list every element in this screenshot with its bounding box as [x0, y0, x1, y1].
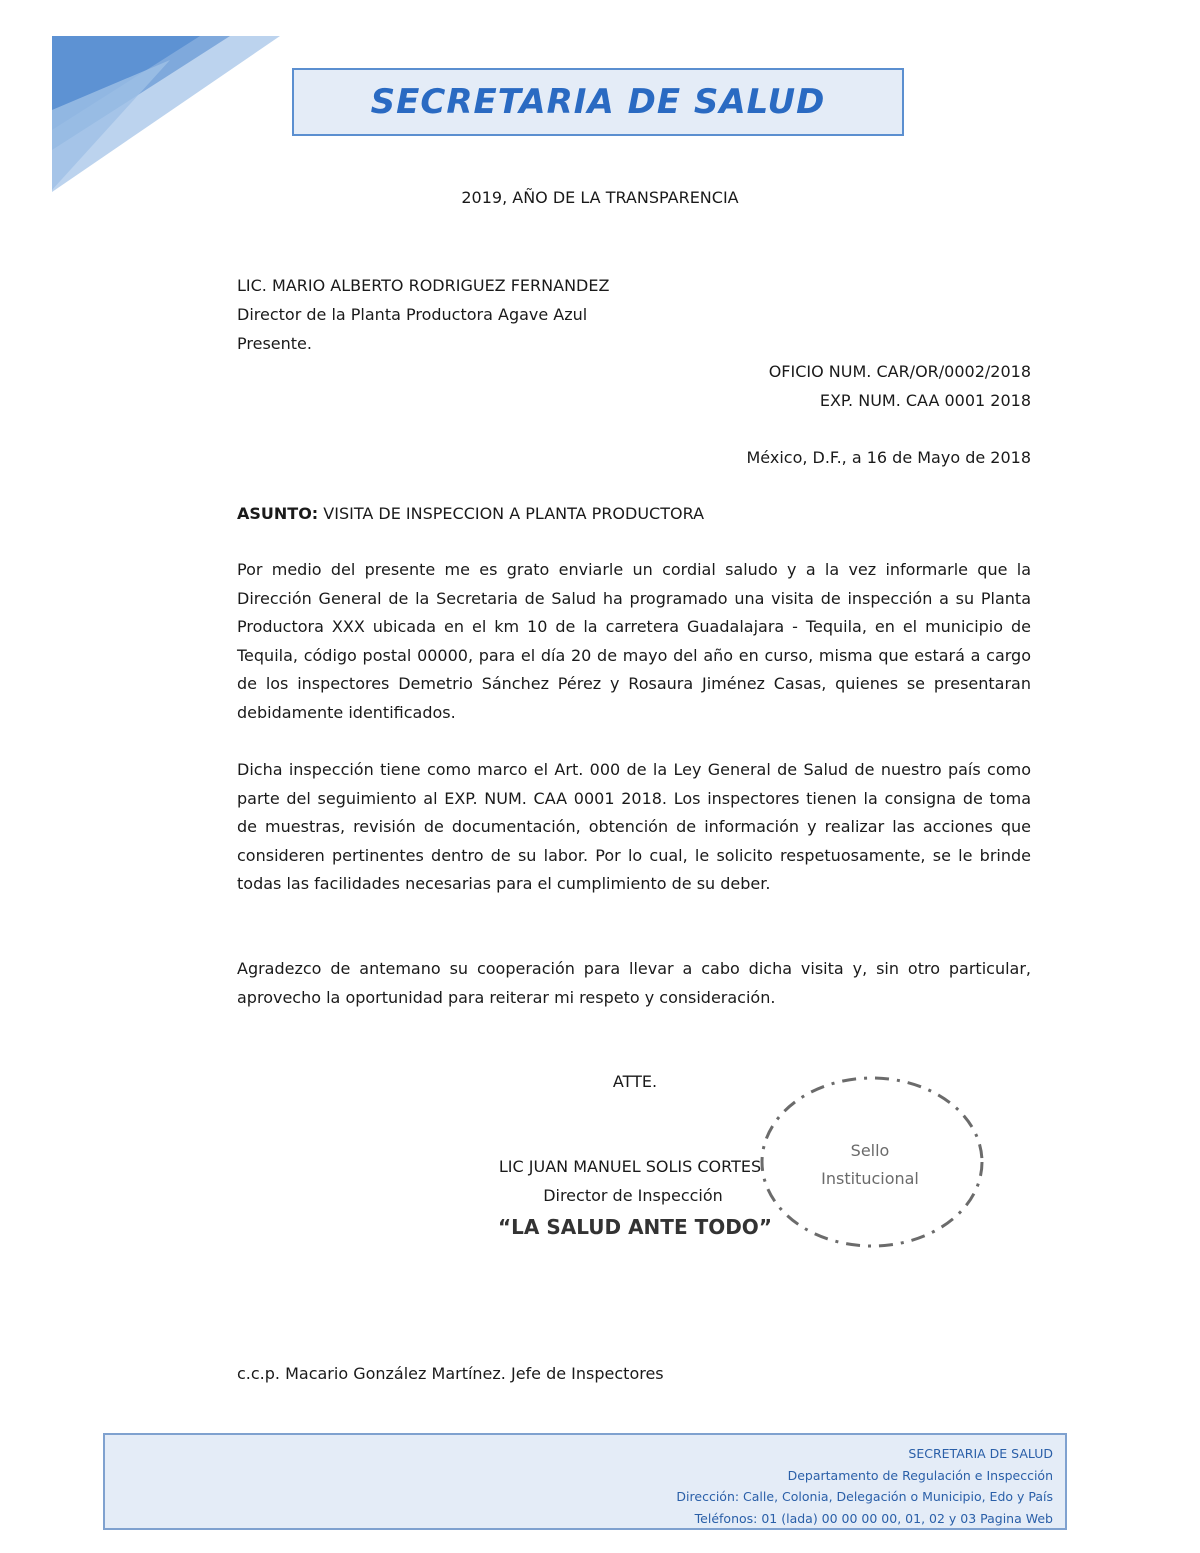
- recipient-name: LIC. MARIO ALBERTO RODRIGUEZ FERNANDEZ: [237, 276, 610, 295]
- footer-lines: [676, 1443, 1053, 1529]
- place-date: México, D.F., a 16 de Mayo de 2018: [746, 448, 1031, 467]
- header-box: [292, 68, 904, 136]
- recipient-position: Director de la Planta Productora Agave Azul: [237, 305, 588, 324]
- footer-department: Departamento de Regulación e Inspección: [787, 1467, 1053, 1483]
- seal-line-1: Sello: [850, 1141, 890, 1160]
- year-motto: 2019, AÑO DE LA TRANSPARENCIA: [461, 188, 739, 207]
- body-paragraph-2: Dicha inspección tiene como marco el Art. 000 de la Ley General de Salud de nuestro país como parte del seguimiento al EXP. NUM. CAA 0001 2018. Los inspectores tienen la consigna de toma de muestras, revisión de documentación, obtención de información y realizar las acciones que consideren pertinentes dentro de su labor. Por lo cual, le solicito respetuosamente, se le brinde todas las facilidades necesarias para el cumplimiento de su deber.: [237, 760, 1031, 893]
- footer-address: Dirección: Calle, Colonia, Delegación o Municipio, Edo y País: [676, 1489, 1053, 1504]
- closing: ATTE.: [612, 1072, 658, 1091]
- slogan: “LA SALUD ANTE TODO”: [498, 1215, 772, 1239]
- subject-text: VISITA DE INSPECCION A PLANTA PRODUCTORA: [323, 504, 705, 523]
- subject-line: [237, 504, 704, 523]
- recipient-salutation: Presente.: [237, 334, 312, 353]
- footer-org: SECRETARIA DE SALUD: [908, 1446, 1053, 1461]
- body-paragraph-1: Por medio del presente me es grato enviarle un cordial saludo y a la vez informarle que la Dirección General de la Secretaria de Salud ha programado una visita de inspección a su Planta Productora XXX ubicada en el km 10 de la carretera Guadalajara - Tequila, en el municipio de Tequila, código postal 00000, para el día 20 de mayo del año en curso, misma que estará a cargo de los inspectores Demetrio Sánchez Pérez y Rosaura Jiménez Casas, quienes se presentaran debidamente identificados.: [237, 560, 1031, 722]
- seal-line-2: Institucional: [821, 1169, 919, 1188]
- signer-position: Director de Inspección: [543, 1186, 723, 1205]
- corner-decoration: [0, 0, 290, 200]
- header-title: SECRETARIA DE SALUD: [370, 82, 826, 122]
- body-paragraph-3: Agradezco de antemano su cooperación para llevar a cabo dicha visita y, sin otro particular, aprovecho la oportunidad para reiterar mi respeto y consideración.: [237, 959, 1031, 1007]
- signer-name: LIC JUAN MANUEL SOLIS CORTES: [498, 1157, 762, 1176]
- footer-box: [103, 1433, 1067, 1530]
- oficio-number: OFICIO NUM. CAR/OR/0002/2018: [768, 362, 1031, 381]
- footer-phones: Teléfonos: 01 (lada) 00 00 00 00, 01, 02 y 03 Pagina Web: [694, 1510, 1053, 1526]
- seal-label: [780, 1137, 960, 1193]
- exp-number: EXP. NUM. CAA 0001 2018: [819, 391, 1031, 410]
- subject-label: ASUNTO:: [237, 504, 319, 523]
- ccp-line: c.c.p. Macario González Martínez. Jefe de Inspectores: [237, 1364, 664, 1383]
